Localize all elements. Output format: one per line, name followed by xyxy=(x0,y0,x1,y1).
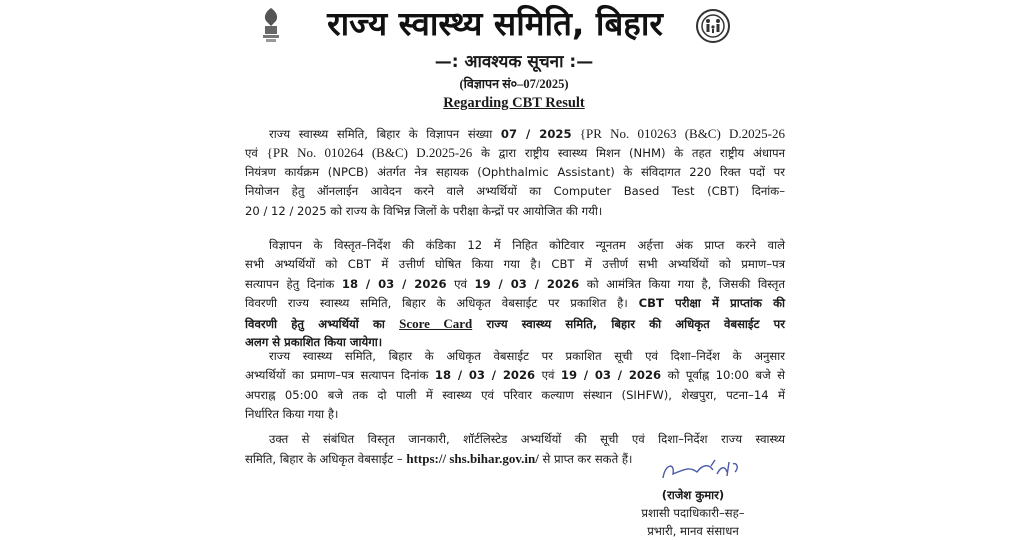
paragraph-2 xyxy=(245,236,785,352)
text-line xyxy=(245,386,785,405)
text-segment: को पूर्वाह्न 10:00 बजे से xyxy=(661,368,785,383)
text-line xyxy=(245,124,785,143)
handwritten-signature xyxy=(653,452,743,488)
text-segment: अभ्यर्थियों का प्रमाण–पत्र सत्यापन दिनांक xyxy=(245,368,435,383)
text-segment: एवं xyxy=(535,368,561,383)
score-card-text: Score Card xyxy=(399,315,473,331)
text-line xyxy=(245,314,785,333)
text-segment: निर्धारित किया गया है। xyxy=(245,407,339,422)
text-segment: विवरणी राज्य स्वास्थ्य समिति, बिहार के अधिकृत वेबसाईट पर प्रकाशित है। xyxy=(245,296,639,311)
bihar-emblem-logo xyxy=(257,6,285,44)
text-line xyxy=(245,182,785,201)
text-segment: के द्वारा राष्ट्रीय स्वास्थ्य मिशन (NHM) के तहत राष्ट्रीय अंधापन xyxy=(472,146,786,161)
text-line xyxy=(245,236,785,255)
nhm-logo xyxy=(695,8,731,44)
text-segment: 07 / 2025 xyxy=(500,127,572,141)
organization-title: राज्य स्वास्थ्य समिति, बिहार xyxy=(327,4,663,43)
text-segment: एवं xyxy=(446,276,475,291)
text-segment: एवं xyxy=(245,146,267,161)
text-segment: अपराह्न 05:00 बजे तक दो पाली में स्वास्थ्य एवं परिवार कल्याण संस्थान (SIHFW), शेखपुरा, पटना–14 में xyxy=(245,387,785,402)
text-segment: {PR No. 010263 (B&C) D.2025-26 xyxy=(571,126,785,141)
text-segment: 19 / 03 / 2026 xyxy=(560,368,662,383)
text-line xyxy=(245,275,785,294)
paragraph-1 xyxy=(245,124,785,221)
text-segment: अलग से प्रकाशित किया जायेगा। xyxy=(245,334,383,349)
notice-document xyxy=(243,0,785,538)
text-segment: CBT परीक्षा में प्राप्तांक की xyxy=(638,296,785,311)
notice-heading: —: आवश्यक सूचना :— xyxy=(434,52,594,72)
text-segment: नियंत्रण कार्यक्रम (NPCB) अंतर्गत नेत्र सहायक (Ophthalmic Assistant) के संविदागत 220 रिक्त पदों पर xyxy=(245,164,785,179)
text-segment: राज्य स्वास्थ्य समिति, बिहार के अधिकृत वेबसाईट पर प्रकाशित सूची एवं दिशा–निर्देश के अनुसार xyxy=(269,349,785,363)
signature-block xyxy=(603,486,783,540)
text-segment: से प्राप्त कर सकते हैं। xyxy=(538,452,633,467)
advertisement-number: (विज्ञापन सं०–07/2025) xyxy=(459,77,569,91)
text-segment: 18 / 03 / 2026 xyxy=(434,368,536,383)
text-segment: {PR No. 010264 (B&C) D.2025-26 xyxy=(266,145,473,161)
text-segment: नियोजन हेतु ऑनलाईन आवेदन करने वाले अभ्यर्थियों का Computer Based Test (CBT) दिनांक– xyxy=(245,184,785,199)
text-line xyxy=(245,163,785,182)
text-line xyxy=(245,143,785,162)
text-segment: समिति, बिहार के अधिकृत वेबसाईट – xyxy=(245,452,407,467)
text-segment: सत्यापन हेतु दिनांक xyxy=(245,276,342,291)
notice-subject: Regarding CBT Result xyxy=(443,95,585,111)
website-link[interactable]: https:// shs.bihar.gov.in/ xyxy=(406,451,539,467)
text-segment: 18 / 03 / 2026 xyxy=(341,276,447,291)
text-line xyxy=(245,430,785,449)
text-line xyxy=(245,366,785,385)
text-segment: 20 / 12 / 2025 को राज्य के विभिन्न जिलों के परीक्षा केन्द्रों पर आयोजित की गयी। xyxy=(245,203,603,218)
text-line xyxy=(245,347,785,366)
signatory-department: प्रभारी, मानव संसाधन xyxy=(647,524,739,538)
text-line xyxy=(245,294,785,313)
paragraph-3 xyxy=(245,347,785,425)
text-segment: राज्य स्वास्थ्य समिति, बिहार की अधिकृत वेबसाईट पर xyxy=(472,316,785,331)
text-segment: सभी अभ्यर्थियों को CBT में उत्तीर्ण घोषित किया गया है। CBT में उत्तीर्ण सभी अभ्यर्थियों को प्रमाण–पत्र xyxy=(245,257,785,272)
text-segment: को आमंत्रित किया गया है, जिसकी विस्तृत xyxy=(579,276,786,291)
text-segment: विज्ञापन के विस्तृत–निर्देश की कंडिका 12 में निहित कोटिवार न्यूनतम अर्हत्ता अंक प्राप्त करने वाले xyxy=(269,238,785,252)
letterhead xyxy=(243,2,785,48)
signatory-designation: प्रशासी पदाधिकारी–सह– xyxy=(641,506,745,520)
text-segment: राज्य स्वास्थ्य समिति, बिहार के विज्ञापन संख्या xyxy=(269,127,501,141)
text-line xyxy=(245,405,785,424)
signatory-name: (राजेश कुमार) xyxy=(661,488,725,502)
text-line xyxy=(245,255,785,274)
text-segment: 19 / 03 / 2026 xyxy=(474,276,580,291)
text-segment: विवरणी हेतु अभ्यर्थियों का xyxy=(245,316,400,331)
text-segment: उक्त से संबंधित विस्तृत जानकारी, शॉर्टलिस्टेड अभ्यर्थियों की सूची एवं दिशा–निर्देश राज्य स्वास्थ्य xyxy=(269,432,785,446)
text-line xyxy=(245,202,785,221)
